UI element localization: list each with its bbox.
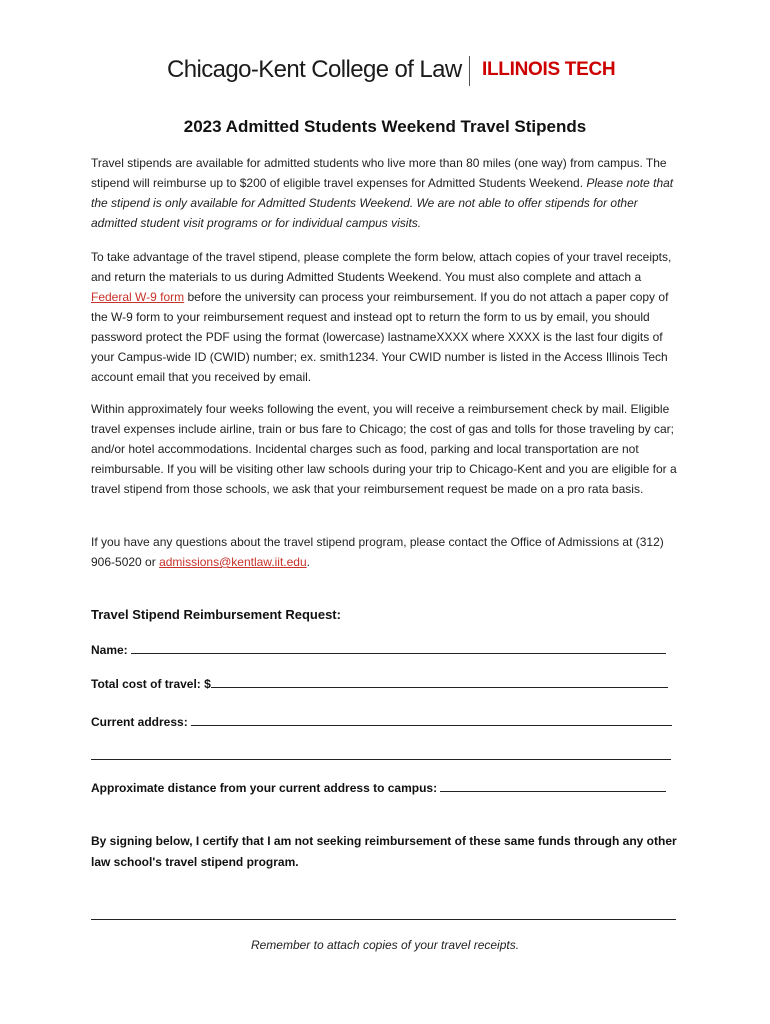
admissions-email-link[interactable]: admissions@kentlaw.iit.edu — [159, 555, 307, 569]
address-input-line[interactable] — [191, 714, 672, 726]
paragraph-eligibility — [91, 153, 681, 233]
address-input-line-2[interactable] — [91, 748, 671, 760]
address-line-2-row — [91, 748, 671, 763]
university-logo: ILLINOIS TECH — [482, 59, 616, 80]
eligibility-text: Travel stipends are available for admitted students who live more than 80 miles (one way) from campus. The stipend will reimburse up to $200 of eligible travel expenses for Admitted Students Weekend. — [91, 156, 667, 190]
header — [0, 52, 770, 92]
paragraph-reimbursement: Within approximately four weeks following the event, you will receive a reimbursement check by mail. Eligible travel expenses include airline, train or bus fare to Chicago; the cost of gas and tolls for those traveling by car; and/or hotel accommodations. Incidental charges such as food, parking and local transportation are not reimbursable. If you will be visiting other law schools during your trip to Chicago-Kent and you are eligible for a travel stipend from those schools, we ask that your reimbursement request be made on a pro rata basis. — [91, 402, 677, 496]
signature-line[interactable] — [91, 919, 676, 920]
cost-input-line[interactable] — [211, 676, 668, 688]
eligibility-note: Please note that the stipend is only available for Admitted Students Weekend. We are not able to offer stipends for other admitted student visit programs or for individual campus visits. — [91, 176, 674, 230]
name-field-row — [91, 642, 666, 657]
receipts-reminder: Remember to attach copies of your travel receipts. — [250, 938, 520, 952]
certification-statement: By signing below, I certify that I am not seeking reimbursement of these same funds through any other law school's travel stipend program. — [91, 834, 677, 869]
instructions-text-end: before the university can process your reimbursement. If you do not attach a paper copy of the W-9 form to your reimbursement request and instead opt to return the form to us by email, you should password protect the PDF using the format (lowercase) lastnameXXXX where XXXX is the last four digits of your Campus-wide ID (CWID) number; ex. smith1234. Your CWID number is listed in the Access Illinois Tech account email that you received by email. — [91, 290, 669, 384]
form-title: Travel Stipend Reimbursement Request: — [91, 607, 341, 622]
address-field-row — [91, 714, 672, 729]
instructions-text-start: To take advantage of the travel stipend, please complete the form below, attach copies of your travel receipts, and return the materials to us during Admitted Students Weekend. You must also complete and attach a — [91, 250, 672, 284]
cost-label: Total cost of travel: $ — [91, 677, 211, 691]
distance-field-row — [91, 780, 666, 795]
w9-form-link[interactable]: Federal W-9 form — [91, 290, 185, 304]
name-label: Name: — [91, 643, 132, 657]
name-input-line[interactable] — [131, 642, 666, 654]
contact-text-end: . — [306, 555, 310, 569]
paragraph-contact — [91, 532, 681, 572]
logo-divider — [469, 56, 470, 86]
college-logo: Chicago-Kent College of Law — [167, 56, 462, 83]
distance-label: Approximate distance from your current address to campus: — [91, 781, 441, 795]
paragraph-instructions — [91, 247, 681, 387]
distance-input-line[interactable] — [440, 780, 666, 792]
page-title: 2023 Admitted Students Weekend Travel Stipends — [183, 117, 587, 136]
contact-text: If you have any questions about the travel stipend program, please contact the Office of Admissions at (312) 906-5020 or — [91, 535, 664, 569]
address-label: Current address: — [91, 715, 192, 729]
cost-field-row — [91, 676, 668, 691]
